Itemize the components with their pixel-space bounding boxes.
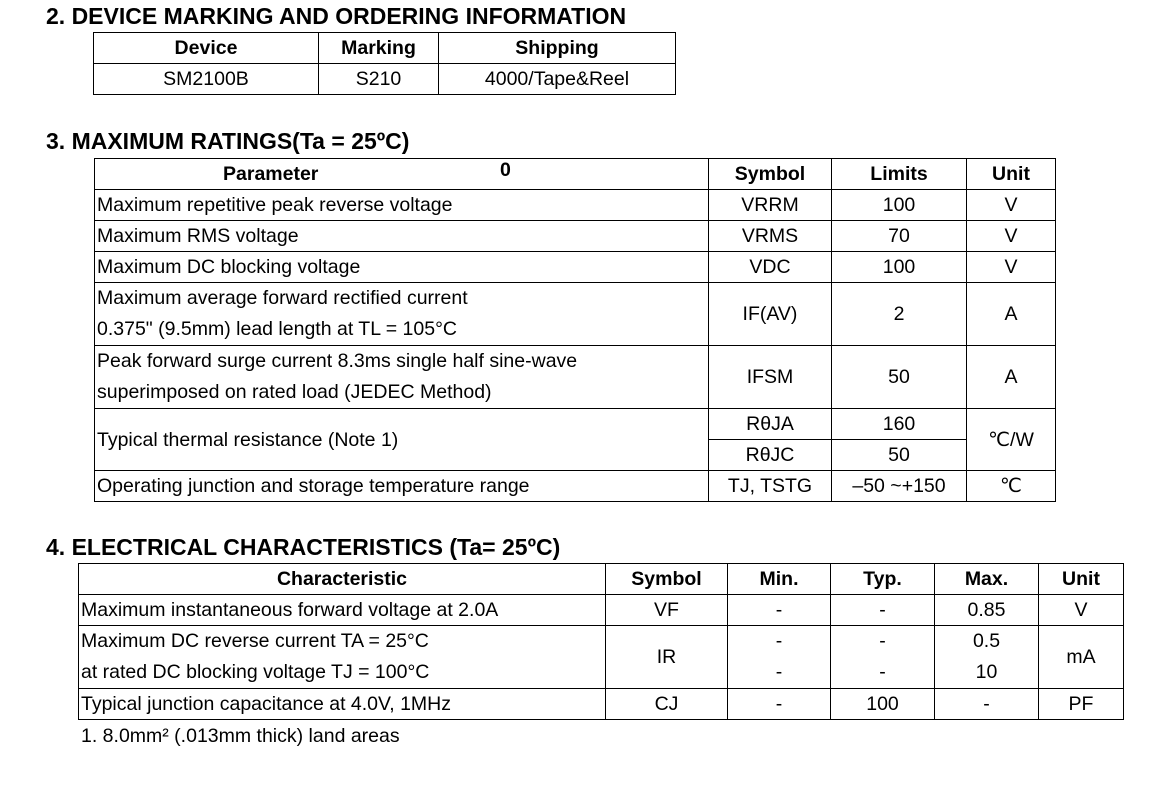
typ-cell: 100 bbox=[831, 689, 935, 720]
limit-cell: 160 bbox=[832, 409, 967, 440]
min-value-2: - bbox=[775, 661, 783, 683]
header-unit: Unit bbox=[1039, 564, 1124, 595]
table-row bbox=[95, 221, 1056, 252]
header-symbol: Symbol bbox=[606, 564, 728, 595]
parameter-line-2: superimposed on rated load (JEDEC Method) bbox=[97, 381, 492, 403]
header-zero: 0 bbox=[500, 159, 511, 181]
footnote: 1. 8.0mm² (.013mm thick) land areas bbox=[81, 725, 400, 747]
symbol-cell: IFSM bbox=[709, 346, 832, 409]
unit-cell: V bbox=[967, 221, 1056, 252]
unit-cell: ℃ bbox=[967, 471, 1056, 502]
table-row bbox=[95, 252, 1056, 283]
header-marking: Marking bbox=[319, 33, 439, 64]
unit-cell: ℃/W bbox=[967, 409, 1056, 471]
min-cell: - bbox=[728, 689, 831, 720]
limit-cell: 50 bbox=[832, 346, 967, 409]
parameter-line-1: Maximum average forward rectified current bbox=[97, 287, 468, 309]
header-typ: Typ. bbox=[831, 564, 935, 595]
header-shipping: Shipping bbox=[439, 33, 676, 64]
typ-value-2: - bbox=[879, 661, 886, 683]
marking-value: S210 bbox=[319, 64, 439, 95]
max-value-2: 10 bbox=[975, 661, 998, 683]
min-value-1: - bbox=[775, 630, 783, 652]
symbol-cell: CJ bbox=[606, 689, 728, 720]
header-characteristic: Characteristic bbox=[79, 564, 606, 595]
symbol-cell: IR bbox=[606, 626, 728, 689]
max-cell: - bbox=[935, 689, 1039, 720]
header-limits: Limits bbox=[832, 159, 967, 190]
characteristic-line-2: at rated DC blocking voltage TJ = 100°C bbox=[81, 661, 430, 683]
header-min: Min. bbox=[728, 564, 831, 595]
device-value: SM2100B bbox=[94, 64, 319, 95]
header-device: Device bbox=[94, 33, 319, 64]
characteristic-cell bbox=[79, 626, 606, 689]
table-header-row bbox=[95, 159, 1056, 190]
header-max: Max. bbox=[935, 564, 1039, 595]
device-marking-table bbox=[93, 32, 676, 95]
electrical-characteristics-table bbox=[78, 563, 1124, 720]
symbol-cell: RθJC bbox=[709, 440, 832, 471]
parameter-cell bbox=[95, 346, 709, 409]
characteristic-cell: Typical junction capacitance at 4.0V, 1MHz bbox=[79, 689, 606, 720]
table-row bbox=[79, 689, 1124, 720]
table-row bbox=[94, 64, 676, 95]
limit-cell: 2 bbox=[832, 283, 967, 346]
parameter-line-1: Peak forward surge current 8.3ms single half sine-wave bbox=[97, 350, 578, 372]
parameter-cell: Operating junction and storage temperature range bbox=[95, 471, 709, 502]
parameter-cell: Typical thermal resistance (Note 1) bbox=[95, 409, 709, 471]
section-4-title: 4. ELECTRICAL CHARACTERISTICS (Ta= 25ºC) bbox=[46, 534, 561, 560]
max-cell bbox=[935, 626, 1039, 689]
symbol-cell: IF(AV) bbox=[709, 283, 832, 346]
limit-cell: 70 bbox=[832, 221, 967, 252]
parameter-line-2: 0.375" (9.5mm) lead length at TL = 105°C bbox=[97, 318, 457, 340]
parameter-cell: Maximum DC blocking voltage bbox=[95, 252, 709, 283]
unit-cell: V bbox=[967, 252, 1056, 283]
min-cell bbox=[728, 626, 831, 689]
typ-cell: - bbox=[831, 595, 935, 626]
table-header-row bbox=[79, 564, 1124, 595]
parameter-cell bbox=[95, 283, 709, 346]
typ-cell bbox=[831, 626, 935, 689]
shipping-value: 4000/Tape&Reel bbox=[439, 64, 676, 95]
limit-cell: 100 bbox=[832, 190, 967, 221]
header-unit: Unit bbox=[967, 159, 1056, 190]
unit-cell: PF bbox=[1039, 689, 1124, 720]
table-row bbox=[79, 595, 1124, 626]
limit-cell: –50 ~+150 bbox=[832, 471, 967, 502]
max-value-1: 0.5 bbox=[972, 630, 1001, 652]
characteristic-cell: Maximum instantaneous forward voltage at 2.0A bbox=[79, 595, 606, 626]
unit-cell: A bbox=[967, 283, 1056, 346]
symbol-cell: VRMS bbox=[709, 221, 832, 252]
unit-cell: mA bbox=[1039, 626, 1124, 689]
parameter-cell: Maximum RMS voltage bbox=[95, 221, 709, 252]
table-row bbox=[95, 471, 1056, 502]
table-row bbox=[95, 190, 1056, 221]
table-row bbox=[79, 626, 1124, 689]
max-cell: 0.85 bbox=[935, 595, 1039, 626]
limit-cell: 100 bbox=[832, 252, 967, 283]
header-parameter bbox=[95, 159, 709, 190]
unit-cell: V bbox=[1039, 595, 1124, 626]
maximum-ratings-table bbox=[94, 158, 1056, 502]
section-2-title: 2. DEVICE MARKING AND ORDERING INFORMATION bbox=[46, 3, 627, 29]
table-row bbox=[95, 346, 1056, 409]
parameter-cell: Maximum repetitive peak reverse voltage bbox=[95, 190, 709, 221]
unit-cell: V bbox=[967, 190, 1056, 221]
header-symbol: Symbol bbox=[709, 159, 832, 190]
table-header-row bbox=[94, 33, 676, 64]
symbol-cell: RθJA bbox=[709, 409, 832, 440]
header-parameter-label: Parameter bbox=[223, 163, 319, 185]
typ-value-1: - bbox=[879, 630, 886, 652]
min-cell: - bbox=[728, 595, 831, 626]
characteristic-line-1: Maximum DC reverse current TA = 25°C bbox=[81, 630, 429, 652]
unit-cell: A bbox=[967, 346, 1056, 409]
table-row bbox=[95, 283, 1056, 346]
symbol-cell: VF bbox=[606, 595, 728, 626]
limit-cell: 50 bbox=[832, 440, 967, 471]
table-row bbox=[95, 409, 1056, 440]
section-3-title: 3. MAXIMUM RATINGS(Ta = 25ºC) bbox=[46, 128, 410, 154]
symbol-cell: VDC bbox=[709, 252, 832, 283]
symbol-cell: VRRM bbox=[709, 190, 832, 221]
symbol-cell: TJ, TSTG bbox=[709, 471, 832, 502]
